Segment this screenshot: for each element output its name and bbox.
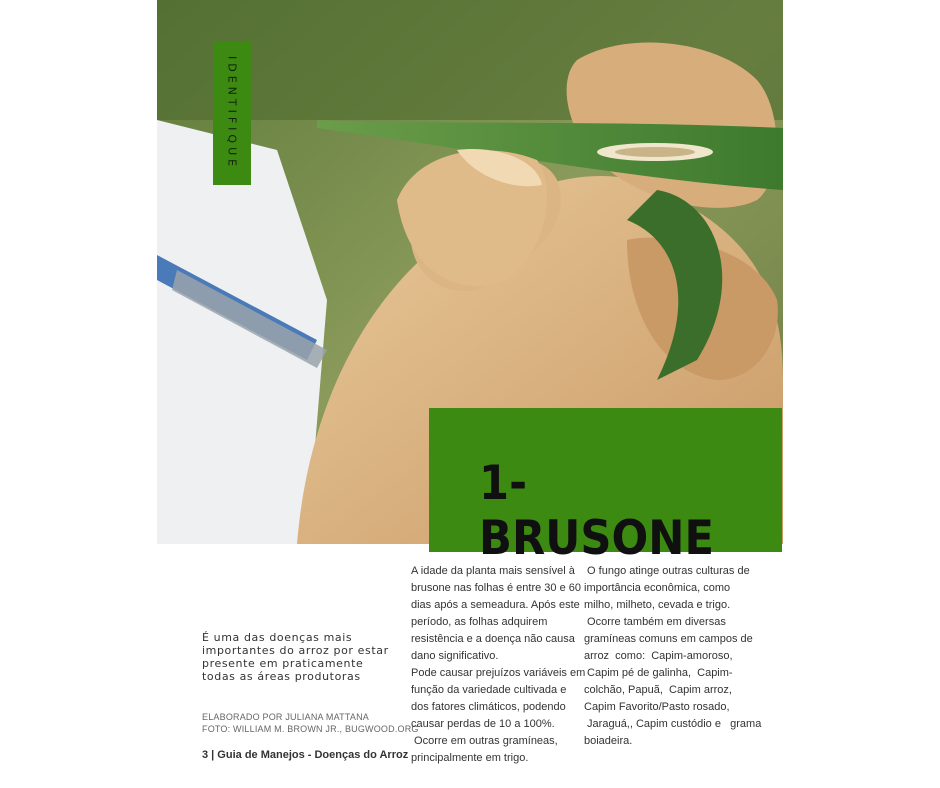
body-line: boiadeira.	[584, 735, 633, 747]
body-line: arroz como: Capim-amoroso,	[584, 650, 733, 662]
body-line: período, as folhas adquirem	[411, 616, 548, 628]
page-footer: 3 | Guia de Manejos - Doenças do Arroz	[202, 749, 409, 761]
pull-quote: É uma das doenças mais importantes do arroz por estar presente em praticamente todas as áreas produtoras	[202, 631, 389, 683]
section-tag-label: IDENTIFIQUE	[225, 56, 239, 171]
section-tag	[213, 42, 251, 185]
body-line: principalmente em trigo.	[411, 752, 529, 764]
body-line: dias após a semeadura. Após este	[411, 599, 580, 611]
body-line: causar perdas de 10 a 100%.	[411, 718, 555, 730]
body-line: resistência e a doença não causa	[411, 633, 575, 645]
body-column-2	[584, 563, 762, 750]
body-line: Capim pé de galinha, Capim-	[584, 667, 733, 679]
page-title: 1-BRUSONE	[479, 456, 715, 566]
body-line: Pode causar prejuízos variáveis em	[411, 667, 586, 679]
body-line: Ocorre também em diversas	[584, 616, 726, 628]
body-line: brusone nas folhas é entre 30 e 60	[411, 582, 582, 594]
body-line: colchão, Papuã, Capim arroz,	[584, 684, 732, 696]
body-line: importância econômica, como	[584, 582, 731, 594]
body-line: A idade da planta mais sensível à	[411, 565, 575, 577]
body-line: função da variedade cultivada e	[411, 684, 567, 696]
body-line: Capim Favorito/Pasto rosado,	[584, 701, 730, 713]
body-line: gramíneas comuns em campos de	[584, 633, 753, 645]
body-line: dos fatores climáticos, podendo	[411, 701, 566, 713]
body-line: O fungo atinge outras culturas de	[584, 565, 750, 577]
title-banner	[429, 408, 782, 566]
photo-credit: FOTO: WILLIAM M. BROWN JR., BUGWOOD.ORG	[202, 724, 419, 734]
body-line: milho, milheto, cevada e trigo.	[584, 599, 731, 611]
body-line: Ocorre em outras gramíneas,	[411, 735, 558, 747]
body-column-1	[411, 563, 586, 767]
author-credit: ELABORADO POR JULIANA MATTANA	[202, 712, 370, 722]
body-line: dano significativo.	[411, 650, 499, 662]
credits	[202, 711, 419, 735]
body-line: Jaraguá,, Capim custódio e grama	[584, 718, 762, 730]
